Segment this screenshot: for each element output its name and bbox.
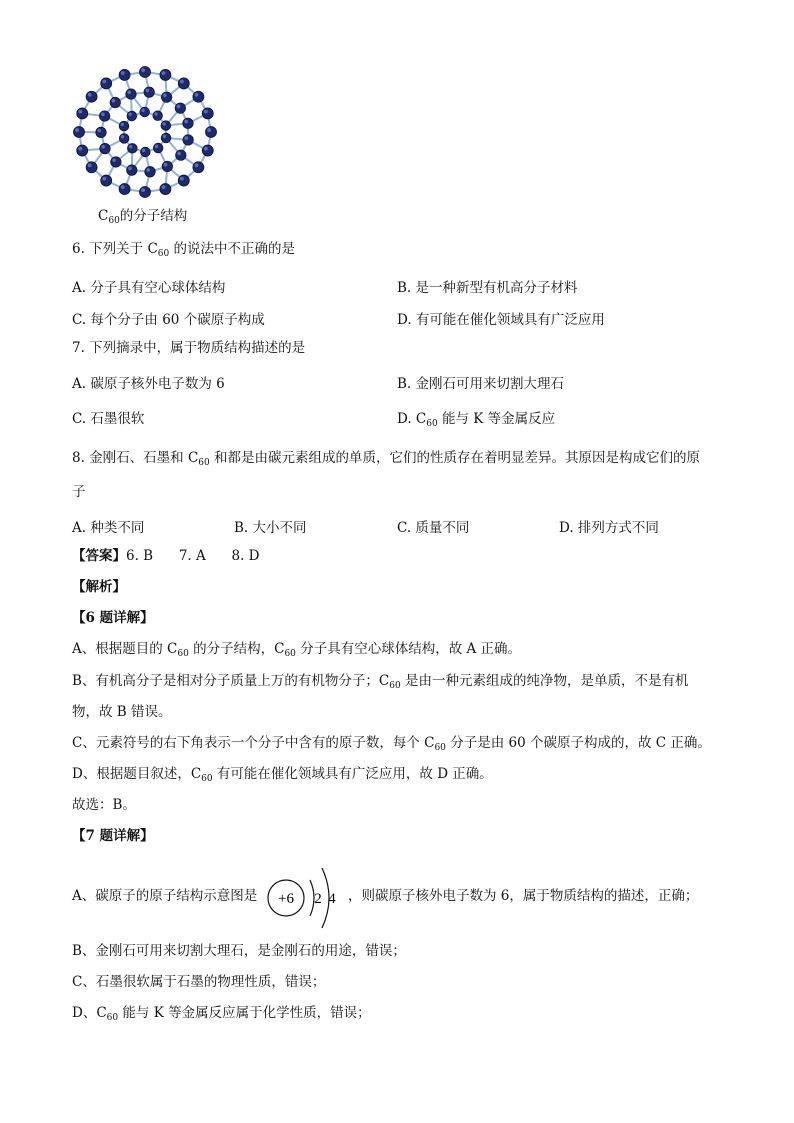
molecule-atom [161,92,171,102]
molecule-atom [183,135,193,145]
molecule-atom-highlight [102,80,106,84]
molecule-atom-highlight [128,167,132,171]
molecule-atom [202,108,213,119]
question-8-option-d: D. 排列方式不同 [559,520,659,536]
detail-6-c: C、元素符号的右下角表示一个分子中含有的原子数，每个 $C_{60}$ 分子是由 60 个碳原子构成的，故 C 正确。 [72,735,711,753]
detail-7-d: D、$C_{60}$ 能与 K 等金属反应属于化学性质，错误； [72,1005,371,1023]
molecule-atom-highlight [75,128,79,132]
molecule-atom [193,91,204,102]
molecule-atom [119,134,129,144]
molecule-atom [183,118,193,128]
molecule-atom-highlight [102,177,106,181]
molecule-atom-highlight [204,110,208,114]
detail-7-b: B、金刚石可用来切割大理石，是金刚石的用途，错误； [72,943,406,959]
molecule-atom-highlight [101,145,105,149]
shell-1-electrons: 2 [314,891,322,907]
molecule-atom [175,103,185,113]
detail-7-title: 【7 题详解】 [72,828,154,844]
molecule-atom [119,121,129,131]
molecule-atom-highlight [97,129,101,133]
question-6-option-d: D. 有可能在催化领域具有广泛应用 [397,312,605,328]
molecule-atom [145,167,155,177]
nucleus-charge: +6 [278,891,294,907]
molecule-atom-highlight [204,147,208,151]
molecule-atom-highlight [127,90,131,94]
molecule-atom [161,133,171,143]
molecule-atom-highlight [207,128,211,132]
question-7-stem: 7. 下列摘录中，属于物质结构描述的是 [72,340,306,356]
detail-7-a-post: ，则碳原子核外电子数为 6，属于物质结构的描述，正确； [348,888,699,904]
molecule-atom [74,127,85,138]
molecule-atom [86,91,97,102]
question-6-option-b: B. 是一种新型有机高分子材料 [397,280,578,296]
molecule-atom-highlight [121,71,125,75]
detail-6-title: 【6 题详解】 [72,610,154,626]
molecule-atom [111,157,121,167]
molecule-atom-highlight [195,93,199,97]
molecule-atom [178,175,189,186]
molecule-atom [153,111,163,121]
molecule-atom-highlight [155,145,158,148]
molecule-atom-highlight [180,80,184,84]
molecule-atom-highlight [142,149,145,152]
detail-6-b-line2: 物，故 B 错误。 [72,704,172,720]
molecule-atom-highlight [88,93,92,97]
molecule-atom-highlight [164,163,168,167]
molecule-atom [99,111,109,121]
molecule-atom-highlight [146,89,150,93]
molecule-atom [153,143,163,153]
molecule-atom [110,97,120,107]
figure-caption: $C_{60}$的分子结构 [98,208,188,226]
molecule-atom [160,69,171,80]
question-8-stem-line1: 8. 金刚石、石墨和 $C_{60}$ 和都是由碳元素组成的单质，它们的性质存在着明显差异。其原因是构成它们的原 [72,450,701,468]
molecule-atom [101,78,112,89]
molecule-atom-highlight [141,109,144,112]
molecule-atom-highlight [162,122,165,125]
molecule-atom-highlight [184,136,188,140]
question-6-option-a: A. 分子具有空心球体结构 [72,280,226,296]
question-8-stem-line2: 子 [72,484,86,500]
molecule-atom-highlight [163,135,166,138]
molecule-atom [202,145,213,156]
answer-label: 【答案】 [72,548,126,564]
molecule-atom [140,187,151,198]
molecule-atom-highlight [154,112,157,115]
molecule-atom [206,127,217,138]
molecule-atom [140,67,151,78]
shell-2-electrons: 4 [328,891,336,907]
molecule-atom-highlight [177,105,181,109]
molecule-atom [119,69,130,80]
molecule-atom-highlight [177,152,181,156]
detail-7-a-pre: A、碳原子的原子结构示意图是 [72,888,258,904]
molecule-atom [128,144,138,154]
detail-6-d: D、根据题目叙述，$C_{60}$ 有可能在催化领域具有广泛应用，故 D 正确。 [72,766,493,784]
question-6-option-c: C. 每个分子由 60 个碳原子构成 [72,312,265,328]
molecule-atom [176,150,186,160]
molecule-atom-highlight [121,135,124,138]
molecule-atom [77,108,88,119]
molecule-atom-highlight [195,163,199,167]
molecule-atom [160,184,171,195]
question-7-option-b: B. 金刚石可用来切割大理石 [397,376,565,392]
molecule-atom [77,145,88,156]
molecule-atom-highlight [78,110,82,114]
question-7-option-c: C. 石墨很软 [72,411,145,427]
question-8-option-a: A. 种类不同 [72,520,145,536]
analysis-label: 【解析】 [72,579,126,595]
molecule-atom-highlight [184,120,188,124]
molecule-atom [127,165,137,175]
molecule-atom-highlight [112,99,116,103]
detail-6-a: A、根据题目的 $C_{60}$ 的分子结构，$C_{60}$ 分子具有空心球体结构，故 A 正确。 [72,641,522,659]
molecule-atom-highlight [101,112,105,116]
c60-molecule-image [70,62,220,202]
molecule-atom [86,162,97,173]
molecule-atom-highlight [78,147,82,151]
molecule-atom [127,111,137,121]
molecule-atom-highlight [112,158,116,162]
molecule-atom [193,162,204,173]
carbon-atom-structure-diagram [266,858,346,938]
molecule-atom-highlight [128,113,131,116]
molecule-atom-highlight [121,123,124,126]
answer-text: 6. B 7. A 8. D [126,548,260,564]
detail-7-c: C、石墨很软属于石墨的物理性质，错误； [72,974,326,990]
detail-6-b-line1: B、有机高分子是相对分子质量上万的有机物分子；$C_{60}$ 是由一种元素组成的纯净物，是单质，不是有机 [72,673,689,691]
molecule-atom [119,184,130,195]
molecule-atom-highlight [141,188,145,192]
molecule-atom [162,161,172,171]
question-8-option-b: B. 大小不同 [234,520,307,536]
question-6-stem: 6. 下列关于 $C_{60}$ 的说法中不正确的是 [72,241,296,259]
detail-6-choice: 故选：B。 [72,797,136,813]
molecule-atom-highlight [129,145,132,148]
molecule-atom-highlight [162,185,166,189]
molecule-atom [140,107,150,117]
molecule-atom [100,143,110,153]
question-7-option-d: D. $C_{60}$ 能与 K 等金属反应 [397,411,556,429]
question-7-option-a: A. 碳原子核外电子数为 6 [72,376,225,392]
question-8-option-c: C. 质量不同 [397,520,470,536]
molecule-atom [96,127,106,137]
molecule-atom-highlight [88,163,92,167]
molecule-atom [126,89,136,99]
molecule-atom-highlight [146,168,150,172]
molecule-atom [178,78,189,89]
molecule-atom [101,175,112,186]
molecule-atom-highlight [162,71,166,75]
molecule-atom [141,147,151,157]
molecule-atom [161,121,171,131]
molecule-atom-highlight [180,177,184,181]
molecule-atom [144,87,154,97]
answer-line [72,548,260,565]
molecule-atom-highlight [121,185,125,189]
molecule-atom-highlight [163,94,167,98]
molecule-atom-highlight [141,68,145,72]
